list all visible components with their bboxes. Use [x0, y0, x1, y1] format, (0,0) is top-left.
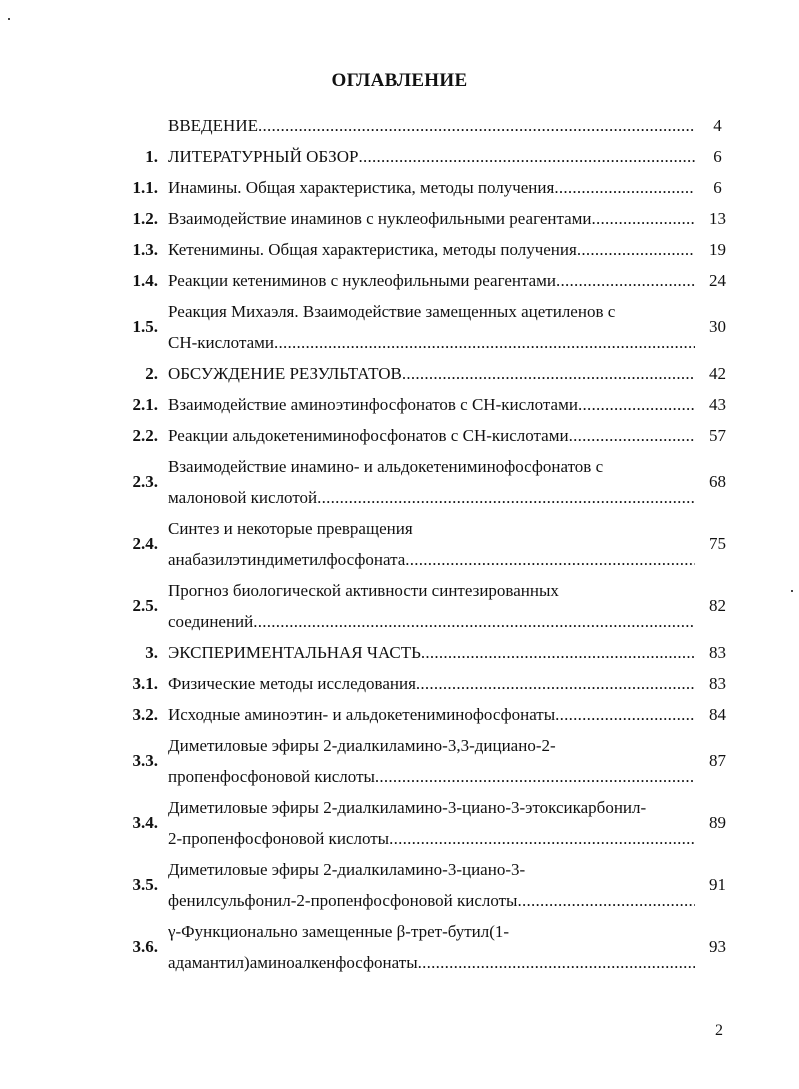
toc-entry-page: 4	[713, 115, 722, 135]
leader-dots	[556, 265, 695, 296]
toc-entry-number: 3.	[145, 642, 158, 662]
toc-entry-page: 42	[709, 363, 726, 383]
leader-dots	[421, 637, 695, 668]
toc-entry	[110, 730, 740, 792]
toc-entry	[110, 668, 740, 699]
toc-entry-page: 13	[709, 208, 726, 228]
toc-entry	[110, 699, 740, 730]
leader-dots	[405, 544, 695, 575]
leader-dots	[358, 141, 695, 172]
toc-entry-title-cont: 2-пропенфосфоновой кислоты	[168, 829, 390, 848]
toc-entry	[110, 203, 740, 234]
toc-entry-title: Диметиловые эфиры 2-диалкиламино-3,3-дициано-2-	[168, 736, 556, 755]
toc-entry-number: 1.1.	[132, 177, 158, 197]
toc-entry-title: Исходные аминоэтин- и альдокетениминофосфонаты	[168, 705, 556, 724]
toc-entry-number: 3.4.	[132, 813, 158, 832]
toc-entry	[110, 513, 740, 575]
toc-entry-number: 1.4.	[132, 270, 158, 290]
toc-entry-page: 6	[713, 146, 722, 166]
toc-entry-number: 1.	[145, 146, 158, 166]
scan-speck	[791, 590, 793, 592]
toc-entry-page: 82	[709, 596, 726, 615]
scan-speck	[8, 18, 10, 20]
toc-entry	[110, 389, 740, 420]
toc-entry-page: 83	[709, 673, 726, 693]
toc-entry	[110, 172, 740, 203]
toc-entry-title: Кетенимины. Общая характеристика, методы получения	[168, 240, 577, 259]
toc-entry-page: 91	[709, 875, 726, 894]
toc-entry	[110, 358, 740, 389]
leader-dots	[389, 823, 695, 854]
toc-entry-page: 57	[709, 425, 726, 445]
toc-entry-number: 2.4.	[132, 534, 158, 553]
toc-entry	[110, 141, 740, 172]
leader-dots	[402, 358, 695, 389]
toc-entry-title: Взаимодействие инаминов с нуклеофильными реагентами	[168, 209, 592, 228]
toc-entry-title: ЭКСПЕРИМЕНТАЛЬНАЯ ЧАСТЬ	[168, 643, 421, 662]
toc-entry-number: 1.2.	[132, 208, 158, 228]
page-title: ОГЛАВЛЕНИЕ	[331, 70, 468, 91]
toc-entry-page: 83	[709, 642, 726, 662]
toc-entry	[110, 296, 740, 358]
toc-entry-page: 24	[709, 270, 726, 290]
toc-entry	[110, 234, 740, 265]
toc-entry-page: 84	[709, 704, 726, 724]
toc-entry-title-cont: соединений	[168, 612, 254, 631]
toc-entry-number: 3.1.	[132, 673, 158, 693]
leader-dots	[517, 885, 695, 916]
toc-entry-page: 75	[709, 534, 726, 553]
toc-entry-title: Взаимодействие аминоэтинфосфонатов с СН-кислотами	[168, 395, 578, 414]
toc-entry	[110, 110, 740, 141]
toc-entry	[110, 420, 740, 451]
leader-dots	[317, 482, 695, 513]
toc-entry-title: Реакция Михаэля. Взаимодействие замещенных ацетиленов с	[168, 302, 616, 321]
toc-entry-number: 3.5.	[132, 875, 158, 894]
page-number: 2	[715, 1022, 723, 1039]
toc-entry-title: γ-Функционально замещенные β-трет-бутил(1-	[168, 922, 510, 941]
toc-entry-title: Диметиловые эфиры 2-диалкиламино-3-циано-3-этоксикарбонил-	[168, 798, 647, 817]
toc-entry-title: Синтез и некоторые превращения	[168, 519, 413, 538]
toc-entry-number: 2.3.	[132, 472, 158, 491]
leader-dots	[253, 606, 695, 637]
toc-entry	[110, 265, 740, 296]
toc-entry-title: Диметиловые эфиры 2-диалкиламино-3-циано-3-	[168, 860, 526, 879]
toc-entry-number: 2.	[145, 363, 158, 383]
toc-entry-page: 89	[709, 813, 726, 832]
leader-dots	[418, 947, 695, 978]
toc-entry-title: Реакции альдокетениминофосфонатов с СН-кислотами	[168, 426, 569, 445]
leader-dots	[416, 668, 695, 699]
toc-entry	[110, 854, 740, 916]
leader-dots	[555, 699, 695, 730]
toc-entry-page: 87	[709, 751, 726, 770]
toc-entry-number: 3.6.	[132, 937, 158, 956]
toc-entry-number: 2.5.	[132, 596, 158, 615]
toc-entry-title-cont: анабазилэтиндиметилфосфоната	[168, 550, 406, 569]
toc-entry-title: ЛИТЕРАТУРНЫЙ ОБЗОР	[168, 147, 359, 166]
leader-dots	[258, 110, 695, 141]
toc-entry-number: 1.3.	[132, 239, 158, 259]
toc-entry-number: 1.5.	[132, 317, 158, 336]
leader-dots	[592, 203, 695, 234]
toc-entry-title: Физические методы исследования	[168, 674, 416, 693]
toc-entry-page: 93	[709, 937, 726, 956]
toc-entry-number: 3.3.	[132, 751, 158, 770]
leader-dots	[577, 234, 695, 265]
toc-entry-page: 68	[709, 472, 726, 491]
toc-entry-title: Прогноз биологической активности синтезированных	[168, 581, 559, 600]
leader-dots	[554, 172, 695, 203]
toc-entry-title: Взаимодействие инамино- и альдокетениминофосфонатов с	[168, 457, 604, 476]
toc-entry	[110, 451, 740, 513]
toc-entry-number: 2.1.	[132, 394, 158, 414]
toc-entry	[110, 637, 740, 668]
toc-entry-page: 30	[709, 317, 726, 336]
leader-dots	[274, 327, 695, 358]
toc-entry-number: 3.2.	[132, 704, 158, 724]
toc-entry-title-cont: адамантил)аминоалкенфосфонаты	[168, 953, 418, 972]
table-of-contents	[110, 110, 740, 978]
toc-entry	[110, 575, 740, 637]
toc-entry-title-cont: малоновой кислотой	[168, 488, 318, 507]
toc-entry-title-cont: фенилсульфонил-2-пропенфосфоновой кислоты	[168, 891, 518, 910]
toc-entry-number: 2.2.	[132, 425, 158, 445]
toc-entry-title-cont: СН-кислотами	[168, 333, 274, 352]
toc-entry-title-cont: пропенфосфоновой кислоты	[168, 767, 375, 786]
leader-dots	[569, 420, 695, 451]
toc-entry	[110, 792, 740, 854]
toc-entry-title: Инамины. Общая характеристика, методы получения	[168, 178, 555, 197]
toc-entry-title: Реакции кетениминов с нуклеофильными реагентами	[168, 271, 556, 290]
toc-entry-page: 6	[713, 177, 722, 197]
toc-entry-title: ВВЕДЕНИЕ	[168, 116, 258, 135]
toc-entry-title: ОБСУЖДЕНИЕ РЕЗУЛЬТАТОВ	[168, 364, 402, 383]
toc-entry-page: 19	[709, 239, 726, 259]
toc-entry	[110, 916, 740, 978]
toc-entry-page: 43	[709, 394, 726, 414]
leader-dots	[578, 389, 695, 420]
leader-dots	[375, 761, 695, 792]
